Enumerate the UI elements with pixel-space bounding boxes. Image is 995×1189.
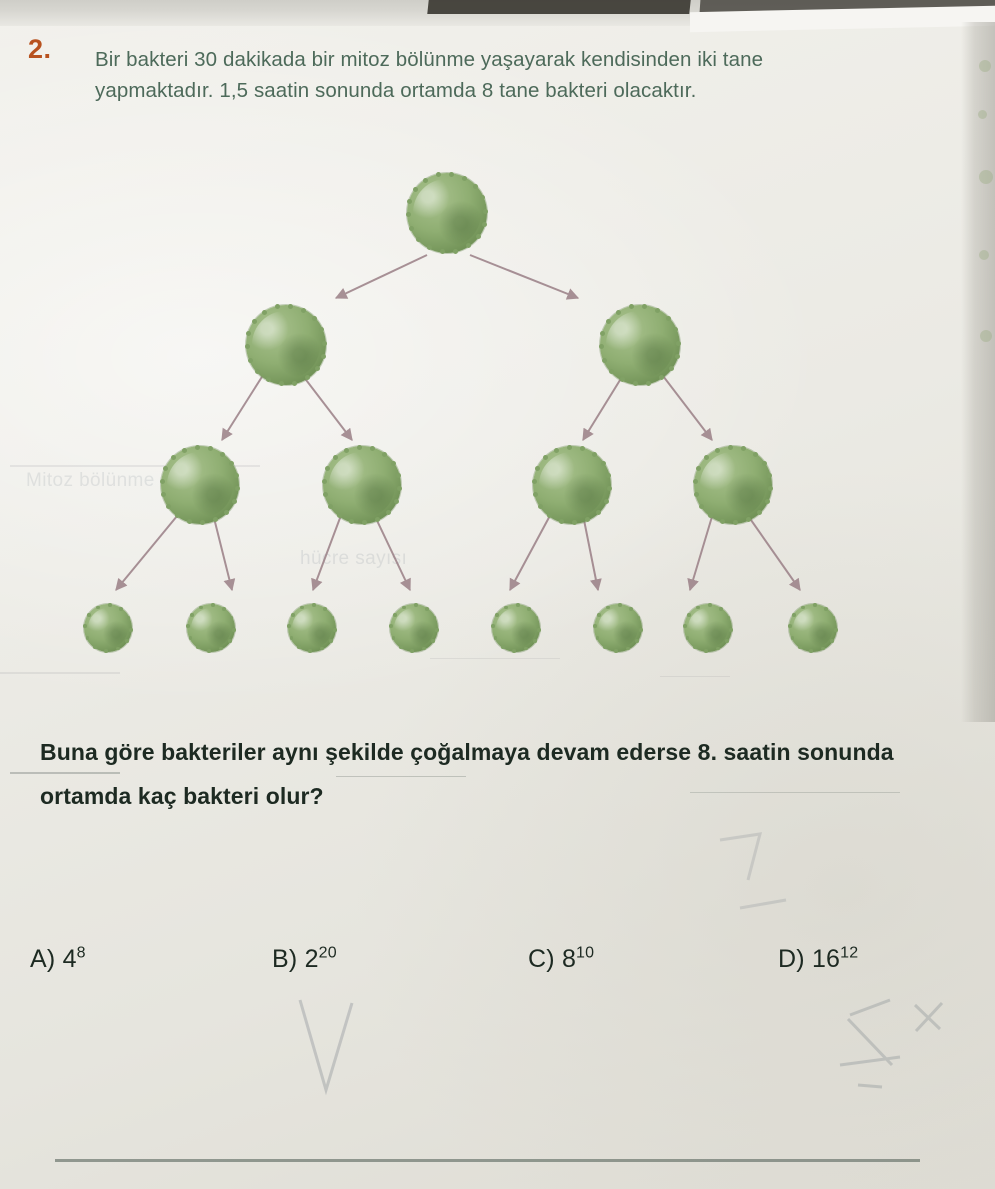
page-speck — [978, 110, 987, 119]
choice-b-base: 2 — [304, 945, 319, 973]
footer-divider — [55, 1159, 920, 1162]
answer-choices — [0, 945, 995, 995]
bacterium-l3-8 — [789, 604, 837, 652]
question-number: 2. — [28, 34, 52, 64]
choice-d-letter: D) — [778, 945, 805, 973]
bacterium-l2-3 — [533, 446, 611, 524]
choice-b-exponent: 20 — [318, 944, 337, 962]
pencil-underline — [690, 792, 900, 793]
bacterium-l3-3 — [288, 604, 336, 652]
bacterium-l1-2 — [600, 305, 680, 385]
pencil-doodle — [700, 820, 820, 940]
diagram-arrows — [0, 150, 995, 680]
choice-d-base: 16 — [811, 945, 841, 973]
bacterium-l3-2 — [187, 604, 235, 652]
pencil-doodle — [290, 995, 370, 1105]
pencil-underline — [336, 776, 466, 777]
bacterium-l3-7 — [684, 604, 732, 652]
bacterium-l3-6 — [594, 604, 642, 652]
question-stem: Bir bakteri 30 dakikada bir mitoz bölünme yaşayarak kendisinden iki tane yapmaktadır. 1,5 saatin sonunda ortamda 8 tane bakteri olacaktır. — [95, 48, 764, 102]
bacterium-l1-1 — [246, 305, 326, 385]
question-prompt: Buna göre bakteriler aynı şekilde çoğalmaya devam ederse 8. saatin sonunda ortamda kaç bakteri olur? — [40, 739, 894, 809]
pencil-underline — [10, 772, 120, 774]
choice-c-exponent: 10 — [576, 944, 595, 962]
choice-c-base: 8 — [561, 945, 577, 973]
bacterium-l3-4 — [390, 604, 438, 652]
choice-c-letter: C) — [528, 945, 555, 973]
bleed-through-text: Mitoz bölünme — [26, 470, 155, 491]
choice-c[interactable] — [528, 945, 594, 974]
page-speck — [979, 60, 991, 72]
choice-a-base: 4 — [62, 945, 77, 973]
bleed-through-text: hücre sayısı — [300, 548, 408, 569]
bacterium-l3-1 — [84, 604, 132, 652]
pencil-doodle — [820, 995, 970, 1115]
bacterium-l2-4 — [694, 446, 772, 524]
bacterium-l3-5 — [492, 604, 540, 652]
choice-a-exponent: 8 — [76, 944, 86, 962]
bacterium-l2-2 — [323, 446, 401, 524]
choice-d-exponent: 12 — [840, 944, 859, 962]
choice-a[interactable] — [30, 945, 86, 974]
choice-a-letter: A) — [30, 945, 56, 973]
choice-b-letter: B) — [272, 945, 298, 973]
bacteria-division-diagram — [0, 150, 995, 680]
photo-dark-edge-left — [427, 0, 690, 14]
bacterium-l0-1 — [407, 173, 487, 253]
bacterium-l2-1 — [161, 446, 239, 524]
choice-b[interactable] — [272, 945, 337, 974]
choice-d[interactable] — [778, 945, 858, 974]
